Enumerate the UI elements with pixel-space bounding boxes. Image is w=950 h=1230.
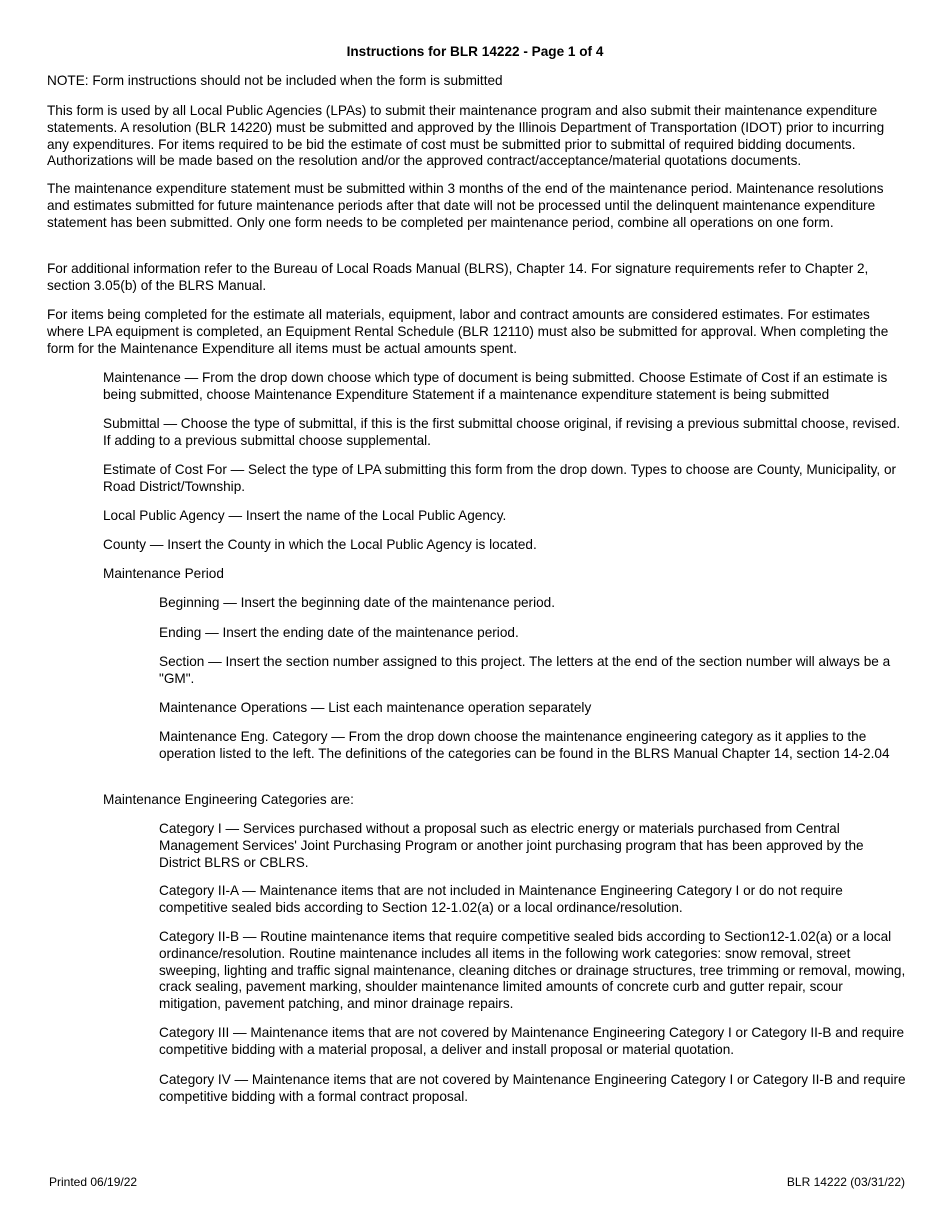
field-ending: Ending — Insert the ending date of the maintenance period. <box>159 625 519 640</box>
field-county: County — Insert the County in which the Local Public Agency is located. <box>103 537 537 552</box>
category-ii-a: Category II-A — Maintenance items that are not included in Maintenance Engineering Category I or do not require competitive sealed bids according to Section 12-1.02(a) or a local ordinance/resolution. <box>159 883 843 915</box>
note-paragraph: NOTE: Form instructions should not be included when the form is submitted <box>47 73 503 88</box>
field-section: Section — Insert the section number assigned to this project. The letters at the end of the section number will always be a "GM". <box>159 654 891 686</box>
category-ii-b: Category II-B — Routine maintenance items that require competitive sealed bids according to Section12-1.02(a) or a local ordinance/resolution. Routine maintenance includes all items in the following work categories: snow removal, street sweeping, lighting and traffic signal maintenance, cleaning ditches or drainage structures, tree trimming or removal, mowing, crack sealing, pavement marking, shoulder maintenance limited amounts of concrete curb and gutter repair, scour mitigation, pavement patching, and minor drainage repairs. <box>159 929 906 1012</box>
maintenance-period-heading: Maintenance Period <box>103 566 224 581</box>
field-submittal: Submittal — Choose the type of submittal, if this is the first submittal choose original, if revising a previous submittal choose, revised. If adding to a previous submittal choose supplemental. <box>103 416 901 448</box>
categories-heading: Maintenance Engineering Categories are: <box>103 792 354 807</box>
category-iii: Category III — Maintenance items that are not covered by Maintenance Engineering Category I or Category II-B and require competitive bidding with a material proposal, a deliver and install proposal or material quotation. <box>159 1025 905 1057</box>
intro-paragraph-deadline: The maintenance expenditure statement must be submitted within 3 months of the end of the maintenance period. Maintenance resolutions and estimates submitted for future maintenance periods after that date will not be processed until the delinquent maintenance expenditure statement has been submitted. Only one form needs to be completed per maintenance period, combine all operations on one form. <box>47 181 884 230</box>
field-lpa: Local Public Agency — Insert the name of the Local Public Agency. <box>103 508 507 523</box>
intro-paragraph-estimates: For items being completed for the estimate all materials, equipment, labor and contract amounts are considered estimates. For estimates where LPA equipment is completed, an Equipment Rental Schedule (BLR 12110) must also be submitted for approval. When completing the form for the Maintenance Expenditure all items must be actual amounts spent. <box>47 307 889 356</box>
category-i: Category I — Services purchased without a proposal such as electric energy or materials purchased from Central Management Services' Joint Purchasing Program or another joint purchasing program that has been approved by the District BLRS or CBLRS. <box>159 821 864 870</box>
category-iv: Category IV — Maintenance items that are not covered by Maintenance Engineering Category I or Category II-B and require competitive bidding with a formal contract proposal. <box>159 1072 906 1104</box>
form-id: BLR 14222 (03/31/22) <box>786 1175 905 1189</box>
page-title: Instructions for BLR 14222 - Page 1 of 4 <box>346 44 604 59</box>
field-beginning: Beginning — Insert the beginning date of the maintenance period. <box>159 595 556 610</box>
field-operations: Maintenance Operations — List each maintenance operation separately <box>159 700 592 715</box>
field-maintenance: Maintenance — From the drop down choose which type of document is being submitted. Choose Estimate of Cost if an estimate is being submitted, choose Maintenance Expenditure Statement if a maintenance expenditure statement is being submitted <box>103 370 888 402</box>
field-eng-category: Maintenance Eng. Category — From the drop down choose the maintenance engineering category as it applies to the operation listed to the left. The definitions of the categories can be found in the BLRS Manual Chapter 14, section 14-2.04 <box>159 729 890 761</box>
field-estimate-for: Estimate of Cost For — Select the type of LPA submitting this form from the drop down. Types to choose are County, Municipality, or Road District/Township. <box>103 462 897 494</box>
printed-date: Printed 06/19/22 <box>49 1175 138 1189</box>
intro-paragraph-references: For additional information refer to the Bureau of Local Roads Manual (BLRS), Chapter 14. For signature requirements refer to Chapter 2, section 3.05(b) of the BLRS Manual. <box>47 261 869 293</box>
intro-paragraph-purpose: This form is used by all Local Public Agencies (LPAs) to submit their maintenance program and also submit their maintenance expenditure statements. A resolution (BLR 14220) must be submitted and approved by the Illinois Department of Transportation (IDOT) prior to incurring any expenditures. For items required to be bid the estimate of cost must be submitted prior to submittal of required bidding documents. Authorizations will be made based on the resolution and/or the approved contract/acceptance/material quotations documents. <box>47 103 885 169</box>
